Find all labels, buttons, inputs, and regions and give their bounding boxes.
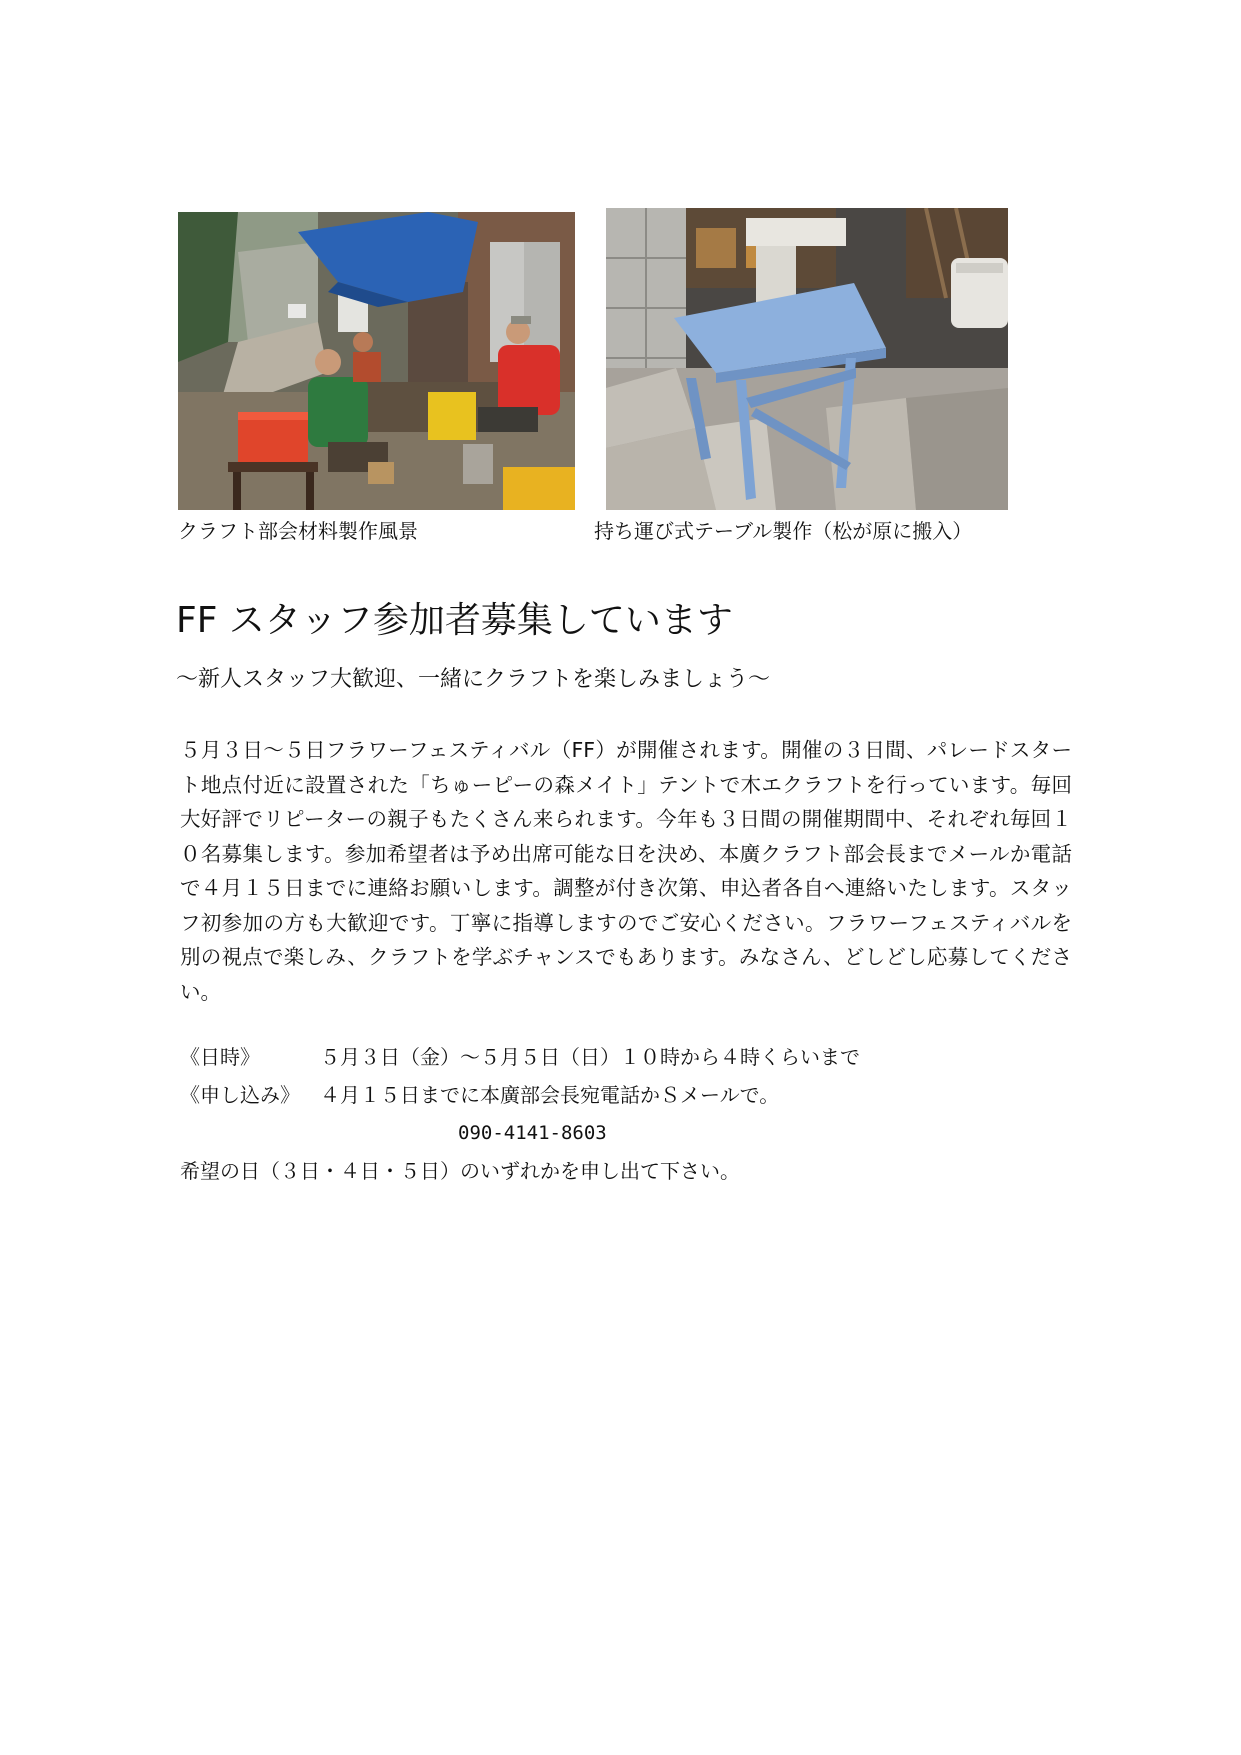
right-photo-caption: 持ち運び式テーブル製作（松が原に搬入） (594, 519, 973, 543)
table-photo (606, 208, 1008, 510)
phone-number: 090-4141-8603 (458, 1122, 607, 1144)
workshop-photo-illustration (178, 212, 575, 510)
left-photo-caption: クラフト部会材料製作風景 (178, 519, 418, 543)
body-paragraph: ５月３日～５日フラワーフェスティバル（FF）が開催されます。開催の３日間、パレードスタート地点付近に設置された「ちゅーピーの森メイト」テントで木エクラフトを行っています。毎回大好評でリピーターの親子もたくさん来られます。今年も３日間の開催期間中、それぞれ毎回１０名募集します。参加希望者は予め出席可能な日を決め、本廣クラフト部会長までメールか電話で４月１５日までに連絡お願いします。調整が付き次第、申込者各自へ連絡いたします。スタッフ初参加の方も大歓迎です。丁寧に指導しますのでご安心ください。フラワーフェスティバルを別の視点で楽しみ、クラフトを学ぶチャンスでもあります。みなさん、どしどし応募してください。 (180, 738, 1072, 1004)
table-photo-illustration (606, 208, 1008, 510)
date-label: 《日時》 (180, 1045, 260, 1069)
date-value: ５月３日（金）～５月５日（日）１０時から４時くらいまで (320, 1045, 860, 1069)
page-subtitle: ～新人スタッフ大歓迎、一緒にクラフトを楽しみましょう～ (176, 667, 771, 692)
application-value: ４月１５日までに本廣部会長宛電話かＳメールで。 (320, 1083, 780, 1107)
preferred-day-note: 希望の日（３日・４日・５日）のいずれかを申し出て下さい。 (180, 1159, 740, 1183)
page-title: FF スタッフ参加者募集しています (176, 600, 733, 641)
application-label: 《申し込み》 (180, 1083, 300, 1107)
workshop-photo (178, 212, 575, 510)
